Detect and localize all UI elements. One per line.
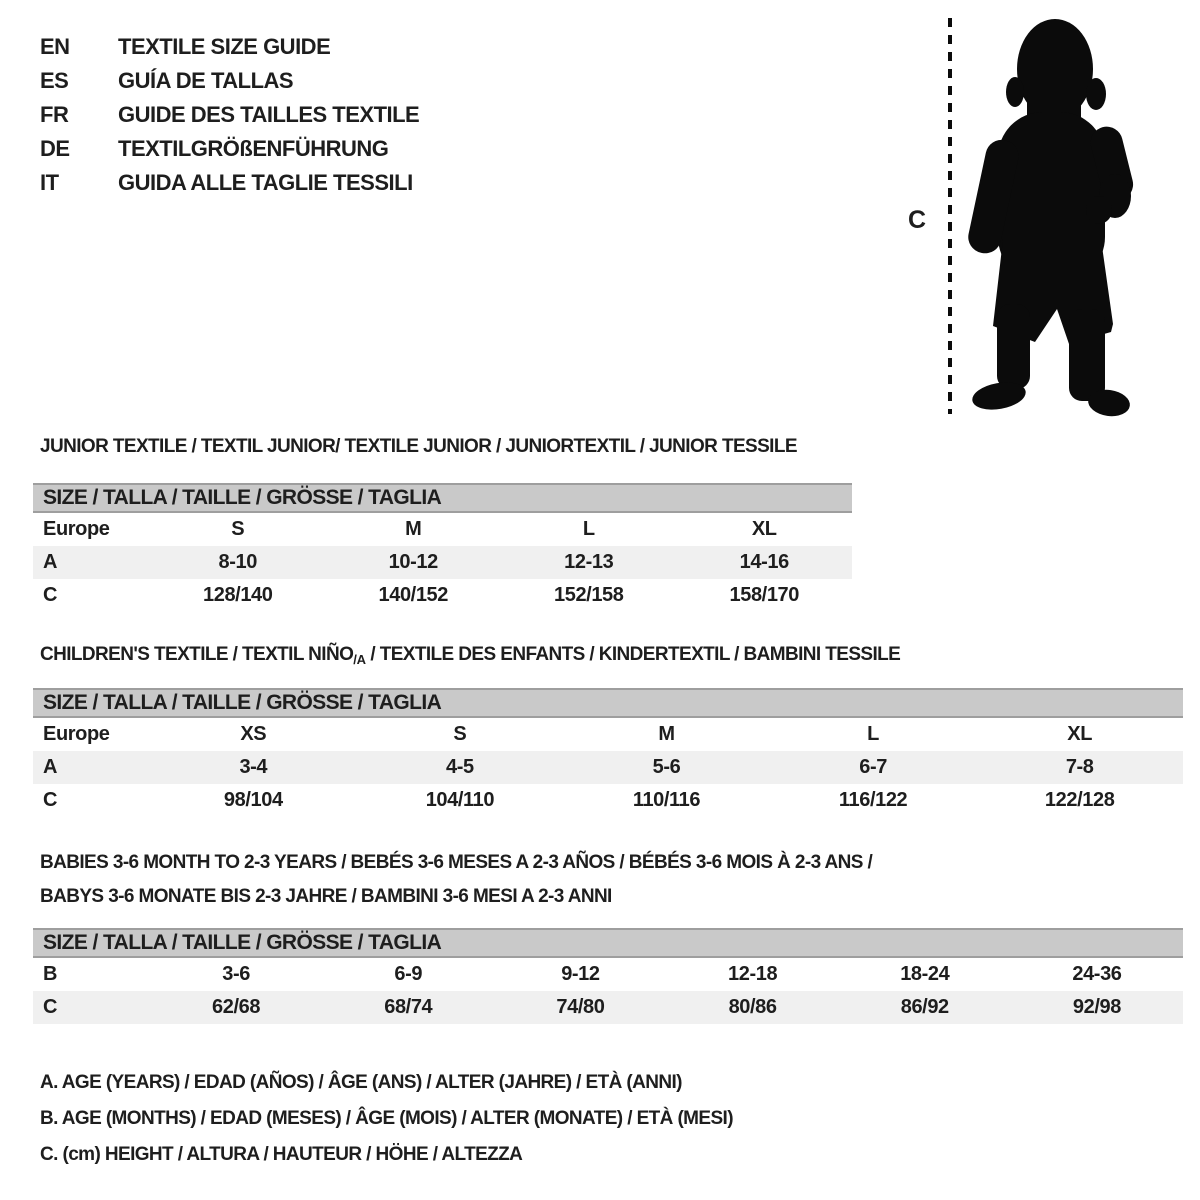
table-cell: 122/128 bbox=[1044, 789, 1115, 811]
height-measure-label: C bbox=[908, 206, 927, 234]
junior-section-heading: JUNIOR TEXTILE / TEXTIL JUNIOR/ TEXTILE JUNIOR / JUNIORTEXTIL / JUNIOR TESSILE bbox=[40, 436, 797, 457]
legend-line-a: A. AGE (YEARS) / EDAD (AÑOS) / ÂGE (ANS) / ALTER (JAHRE) / ETÀ (ANNI) bbox=[40, 1072, 682, 1093]
table-row bbox=[33, 991, 1183, 1024]
table-row bbox=[33, 718, 1183, 751]
table-cell: XL bbox=[751, 518, 777, 540]
table-cell: 12-13 bbox=[564, 551, 614, 573]
language-code: IT bbox=[40, 170, 59, 195]
table-cell: 7-8 bbox=[1065, 756, 1094, 778]
babies-size-table bbox=[33, 928, 1183, 1024]
height-measure-dashed-line bbox=[948, 18, 952, 414]
table-cell: L bbox=[582, 518, 595, 540]
table-cell: M bbox=[405, 518, 422, 540]
table-cell: C bbox=[43, 789, 58, 811]
legend-line-b: B. AGE (MONTHS) / EDAD (MESES) / ÂGE (MOIS) / ALTER (MONATE) / ETÀ (MESI) bbox=[40, 1108, 733, 1129]
language-code: EN bbox=[40, 34, 70, 59]
table-cell: 74/80 bbox=[556, 996, 605, 1018]
table-cell: 12-18 bbox=[728, 963, 778, 985]
babies-section-heading-line1: BABIES 3-6 MONTH TO 2-3 YEARS / BEBÉS 3-6 MESES A 2-3 AÑOS / BÉBÉS 3-6 MOIS À 2-3 ANS / bbox=[40, 852, 873, 873]
table-header-label: SIZE / TALLA / TAILLE / GRÖSSE / TAGLIA bbox=[43, 691, 442, 714]
language-label: GUIDE DES TAILLES TEXTILE bbox=[118, 102, 420, 127]
language-label: GUÍA DE TALLAS bbox=[118, 68, 294, 93]
table-cell: 68/74 bbox=[384, 996, 433, 1018]
table-cell: 86/92 bbox=[900, 996, 949, 1018]
table-cell: 14-16 bbox=[739, 551, 789, 573]
table-row bbox=[33, 958, 1183, 991]
table-cell: 110/116 bbox=[632, 789, 701, 811]
language-row bbox=[40, 98, 419, 132]
children-heading-subscript: /A bbox=[353, 652, 366, 667]
table-cell: 92/98 bbox=[1072, 996, 1121, 1018]
table-row bbox=[33, 751, 1183, 784]
children-heading-rest: / TEXTILE DES ENFANTS / KINDERTEXTIL / BAMBINI TESSILE bbox=[365, 644, 901, 665]
table-cell: 6-9 bbox=[394, 963, 423, 985]
table-row bbox=[33, 579, 852, 612]
table-row bbox=[33, 546, 852, 579]
table-header bbox=[33, 928, 1183, 958]
table-cell: 128/140 bbox=[203, 584, 273, 606]
table-cell: Europe bbox=[43, 723, 110, 745]
language-code: ES bbox=[40, 68, 69, 93]
table-cell: A bbox=[43, 756, 58, 778]
table-cell: 98/104 bbox=[223, 789, 283, 811]
language-label: TEXTILE SIZE GUIDE bbox=[118, 34, 331, 59]
table-cell: 10-12 bbox=[388, 551, 438, 573]
table-cell: Europe bbox=[43, 518, 110, 540]
table-cell: L bbox=[867, 723, 879, 745]
children-section-heading bbox=[40, 644, 900, 667]
table-cell: 3-6 bbox=[222, 963, 250, 985]
table-cell: 158/170 bbox=[729, 584, 799, 606]
table-cell: 6-7 bbox=[859, 756, 887, 778]
table-cell: 8-10 bbox=[218, 551, 257, 573]
children-size-table bbox=[33, 688, 1183, 817]
table-header bbox=[33, 483, 852, 513]
language-list bbox=[40, 30, 419, 200]
table-cell: C bbox=[43, 584, 58, 606]
table-header bbox=[33, 688, 1183, 718]
babies-section-heading-line2: BABYS 3-6 MONATE BIS 2-3 JAHRE / BAMBINI 3-6 MESI A 2-3 ANNI bbox=[40, 886, 612, 907]
table-cell: XS bbox=[240, 723, 267, 745]
table-cell: M bbox=[658, 723, 675, 745]
language-row bbox=[40, 132, 419, 166]
table-header-label: SIZE / TALLA / TAILLE / GRÖSSE / TAGLIA bbox=[43, 931, 442, 954]
table-cell: 116/122 bbox=[838, 789, 908, 811]
language-row bbox=[40, 30, 419, 64]
children-heading-main: CHILDREN'S TEXTILE / TEXTIL NIÑO bbox=[40, 644, 354, 665]
table-cell: 5-6 bbox=[652, 756, 681, 778]
table-cell: 62/68 bbox=[212, 996, 261, 1018]
language-label: TEXTILGRÖßENFÜHRUNG bbox=[118, 136, 389, 161]
table-cell: 4-5 bbox=[446, 756, 474, 778]
table-cell: XL bbox=[1067, 723, 1093, 745]
language-row bbox=[40, 64, 419, 98]
table-cell: 104/110 bbox=[425, 789, 495, 811]
table-row bbox=[33, 784, 1183, 817]
table-cell: S bbox=[453, 723, 467, 745]
toddler-silhouette-icon bbox=[963, 14, 1135, 420]
table-cell: 140/152 bbox=[378, 584, 448, 606]
junior-size-table bbox=[33, 483, 852, 612]
language-row bbox=[40, 166, 419, 200]
language-code: DE bbox=[40, 136, 70, 161]
legend-line-c: C. (cm) HEIGHT / ALTURA / HAUTEUR / HÖHE / ALTEZZA bbox=[40, 1144, 523, 1165]
table-cell: 9-12 bbox=[561, 963, 600, 985]
table-cell: B bbox=[43, 963, 58, 985]
table-cell: 18-24 bbox=[900, 963, 950, 985]
table-cell: 3-4 bbox=[239, 756, 268, 778]
table-header-label: SIZE / TALLA / TAILLE / GRÖSSE / TAGLIA bbox=[43, 486, 442, 509]
table-cell: 80/86 bbox=[728, 996, 777, 1018]
language-code: FR bbox=[40, 102, 69, 127]
table-cell: C bbox=[43, 996, 58, 1018]
table-cell: 24-36 bbox=[1072, 963, 1122, 985]
table-row bbox=[33, 513, 852, 546]
table-cell: A bbox=[43, 551, 58, 573]
table-cell: 152/158 bbox=[554, 584, 624, 606]
language-label: GUIDA ALLE TAGLIE TESSILI bbox=[118, 170, 413, 195]
table-cell: S bbox=[231, 518, 245, 540]
